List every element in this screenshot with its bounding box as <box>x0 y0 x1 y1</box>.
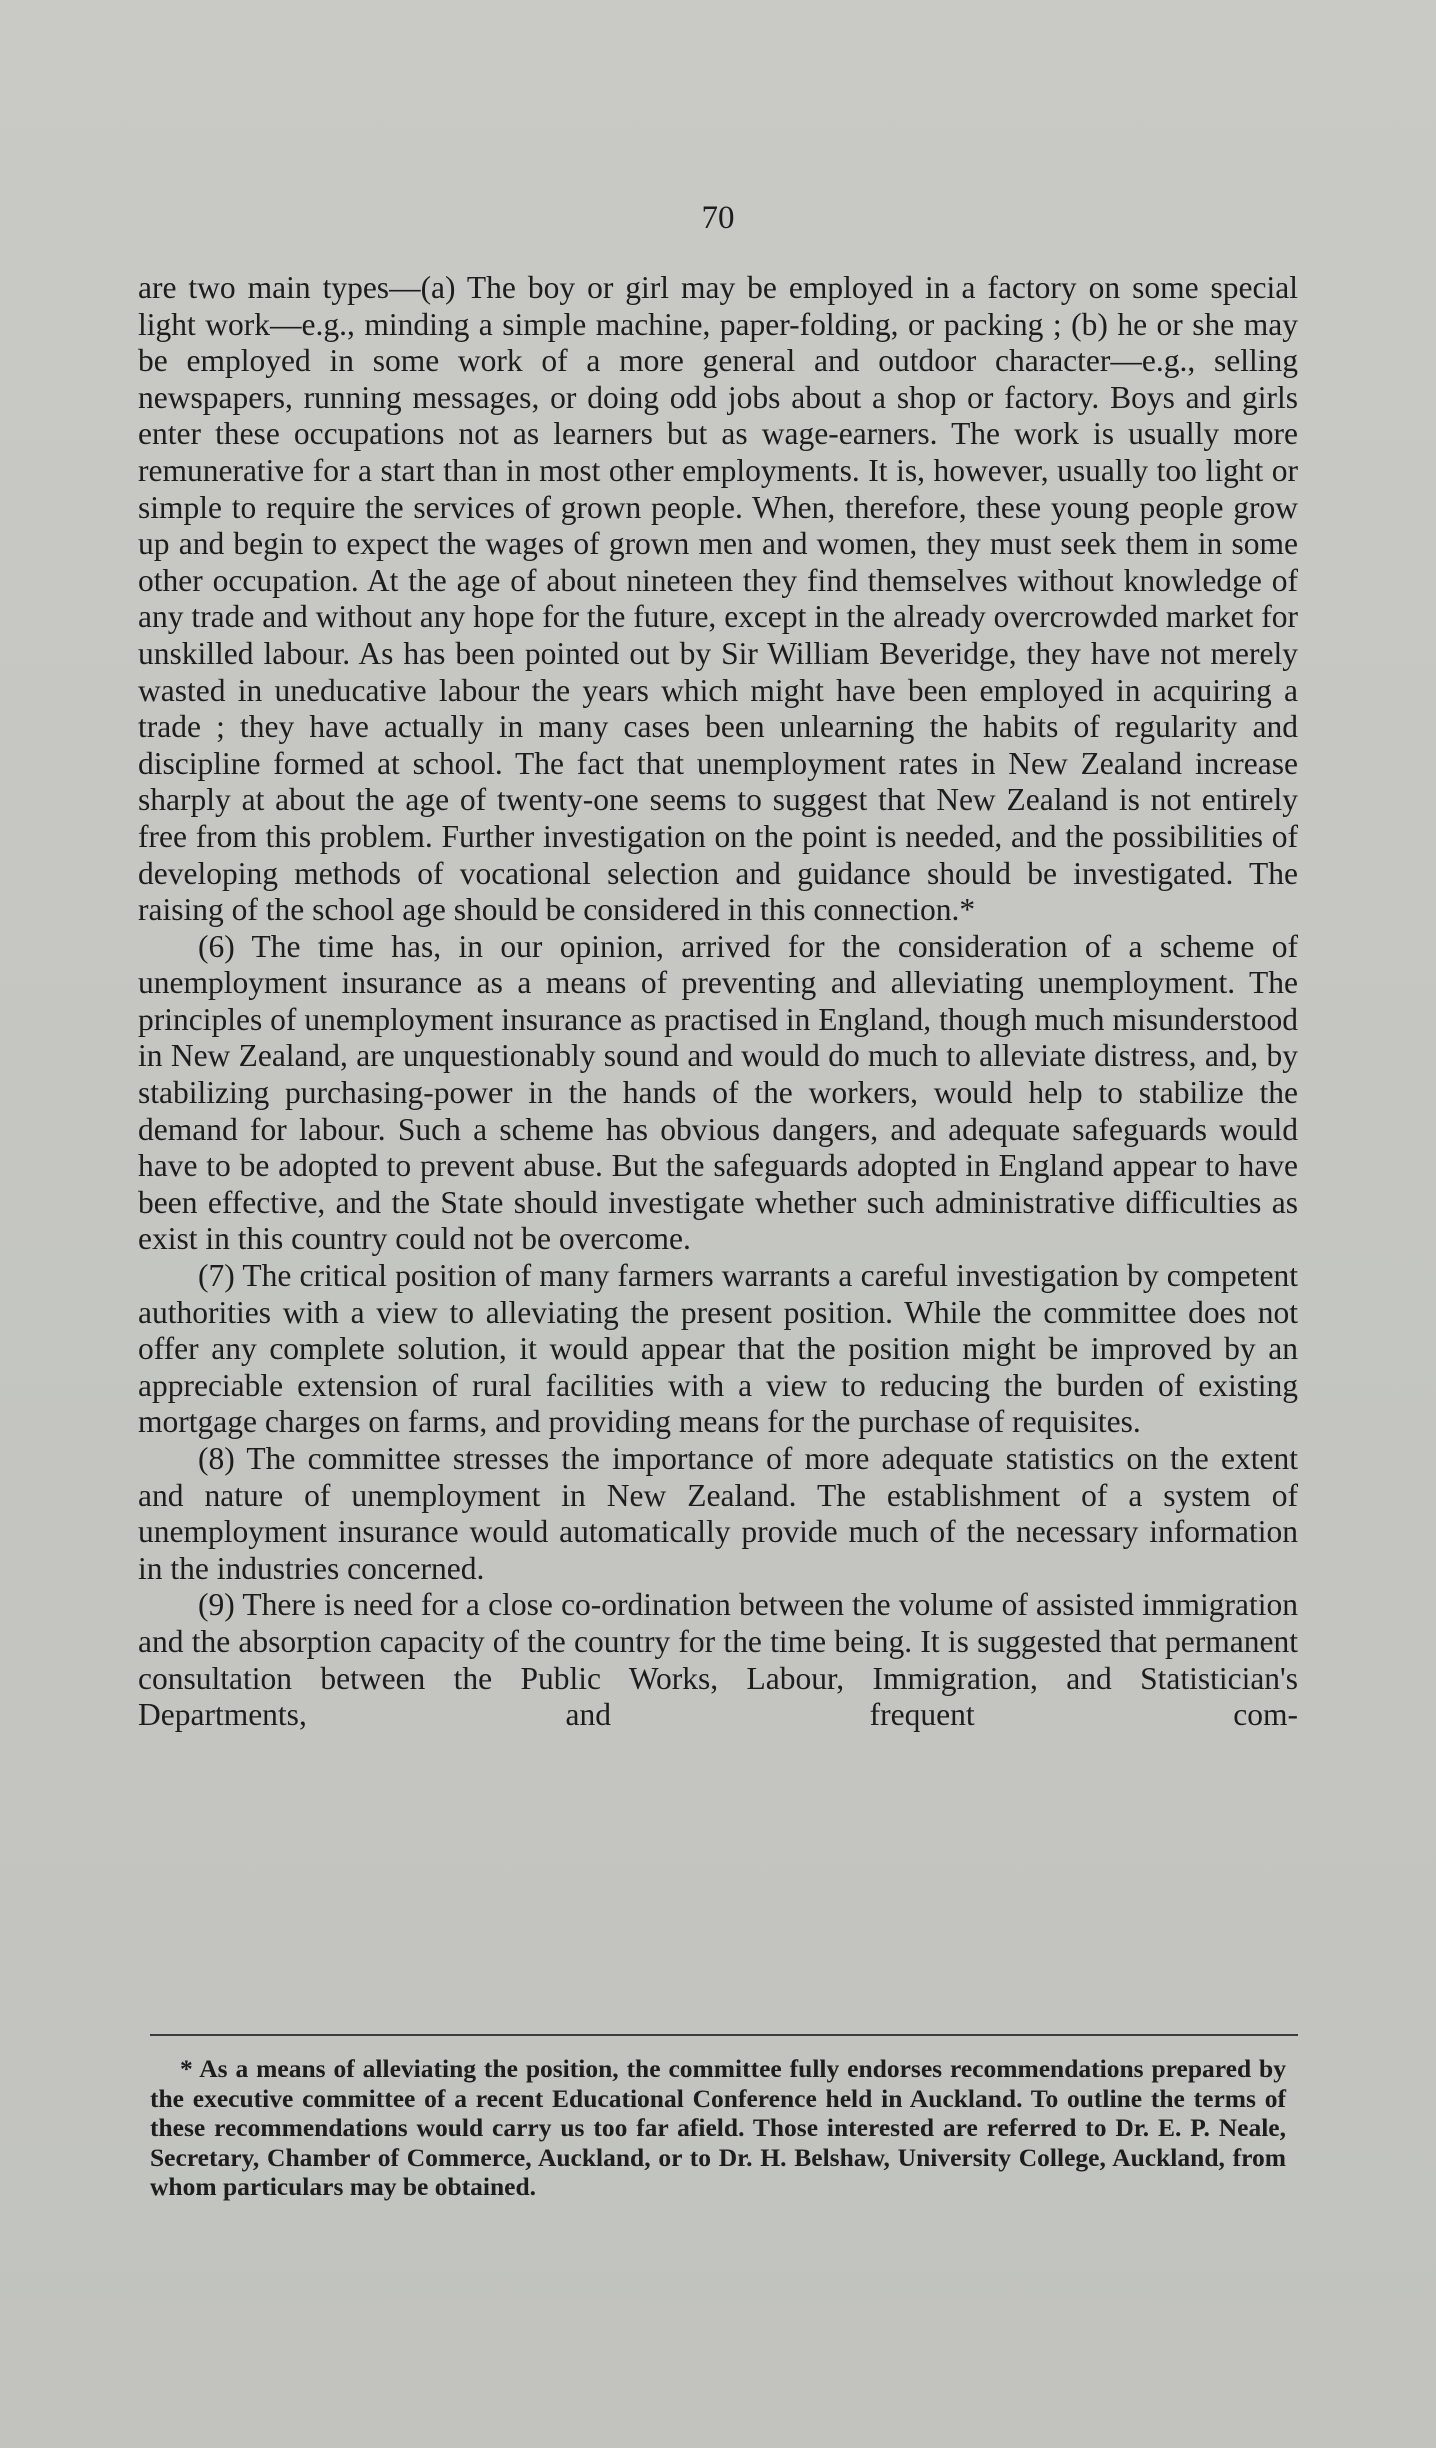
paragraph-6-unemployment-insurance: (6) The time has, in our opinion, arrived for the consideration of a scheme of unemployment insurance as a means of preventing and alleviating unemployment. The principles of unemployment insurance as practised in England, though much misunderstood in New Zealand, are unquestionably sound and would do much to alleviate distress, and, by stabilizing purchasing-power in the hands of the workers, would help to stabilize the demand for labour. Such a scheme has obvious dangers, and adequate safeguards would have to be adopted to prevent abuse. But the safeguards adopted in England appear to have been effective, and the State should investigate whether such administrative difficulties as exist in this country could not be overcome. <box>138 928 1298 1257</box>
paragraph-7-farmers: (7) The critical position of many farmers warrants a careful investigation by competent authorities with a view to alleviating the present position. While the committee does not offer any complete solution, it would appear that the position might be improved by an appreciable extension of rural facilities with a view to reducing the burden of existing mortgage charges on farms, and providing means for the purchase of requisites. <box>138 1258 1298 1440</box>
paragraph-8-statistics: (8) The committee stresses the importance of more adequate statistics on the extent and nature of unemployment in New Zealand. The establishment of a system of unemployment insurance would automatically provide much of the necessary information in the industries concerned. <box>138 1441 1298 1586</box>
footnote: * As a means of alleviating the position, the committee fully endorses recommendations prepared by the executive committee of a recent Educational Conference held in Auckland. To outline the terms of these recommendations would carry us too far afield. Those interested are referred to Dr. E. P. Neale, Secretary, Chamber of Commerce, Auckland, or to Dr. H. Belshaw, University College, Auckland, from whom particulars may be obtained. <box>150 2054 1286 2202</box>
paragraph-9-immigration: (9) There is need for a close co-ordination between the volume of assisted immigration and the absorption capacity of the country for the time being. It is suggested that permanent consultation between the Public Works, Labour, Immigration, and Statistician's Departments, and frequent com- <box>138 1587 1298 1733</box>
footnote-divider <box>150 2034 1298 2036</box>
page-number: 70 <box>701 200 735 236</box>
main-text-body <box>138 270 1298 1734</box>
paragraph-continued: are two main types—(a) The boy or girl may be employed in a factory on some special light work—e.g., minding a simple machine, paper-folding, or packing ; (b) he or she may be employed in some work of a more general and outdoor character—e.g., selling newspapers, running messages, or doing odd jobs about a shop or factory. Boys and girls enter these occupations not as learners but as wage-earners. The work is usually more remunerative for a start than in most other employments. It is, however, usually too light or simple to require the services of grown people. When, therefore, these young people grow up and begin to expect the wages of grown men and women, they must seek them in some other occupation. At the age of about nineteen they find themselves without knowledge of any trade and without any hope for the future, except in the already overcrowded market for unskilled labour. As has been pointed out by Sir William Beveridge, they have not merely wasted in uneducative labour the years which might have been employed in acquiring a trade ; they have actually in many cases been unlearning the habits of regularity and discipline formed at school. The fact that unemployment rates in New Zealand increase sharply at about the age of twenty-one seems to suggest that New Zealand is not entirely free from this problem. Further investigation on the point is needed, and the possibilities of developing methods of vocational selection and guidance should be investigated. The raising of the school age should be considered in this connection.* <box>138 270 1298 928</box>
